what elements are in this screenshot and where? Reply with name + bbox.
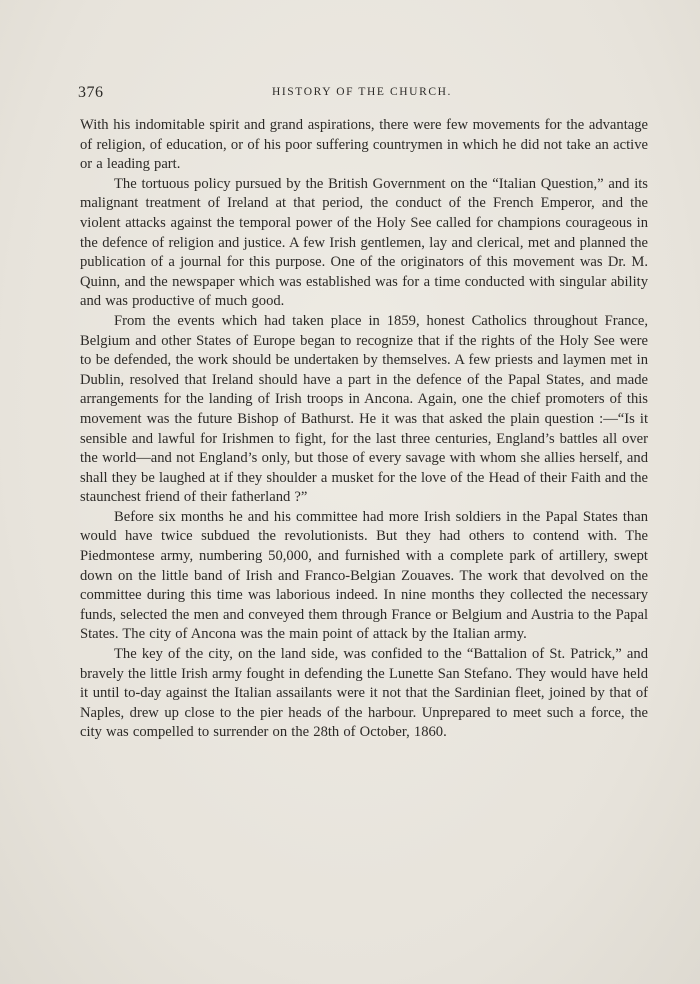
running-head: HISTORY OF THE CHURCH. (271, 86, 453, 98)
paragraph-5: The key of the city, on the land side, was confided to the “Battalion of St. Patrick,” and bravely the little Irish army fought in defending the Lunette San Stefano. They would have held it until to-day against the Italian assailants were it not that the Sardinian fleet, joined by that of Naples, drew up close to the pier heads of the harbour. Unprepared to meet such a force, the city was compelled to surrender on the 28th of October, 1860. (80, 646, 648, 741)
paragraph-3: From the events which had taken place in 1859, honest Catholics throughout France, Belgium and other States of Europe began to recognize that if the rights of the Holy See were to be defended, the work should be undertaken by themselves. A few priests and laymen met in Dublin, resolved that Ireland should have a part in the defence of the Papal States, and made arrangements for the landing of Irish troops in Ancona. Again, one the chief promoters of this movement was the future Bishop of Bathurst. He it was that asked the plain question :—“Is it sensible and lawful for Irishmen to fight, for the last three centuries, England’s battles all over the world—and not England’s only, but those of every savage with whom she allies herself, and shall they be laughed at if they shoulder a musket for the love of the Head of their Faith and the staunchest friend of their fatherland ?” (80, 312, 648, 506)
body-text (80, 116, 648, 743)
paragraph-1: With his indomitable spirit and grand aspirations, there were few movements for the advantage of religion, of education, or of his poor suffering countrymen in which he did not take an active or a leading part. (80, 117, 648, 173)
page-number: 376 (78, 84, 104, 101)
page-header (78, 84, 646, 106)
paragraph-2: The tortuous policy pursued by the British Government on the “Italian Question,” and its malignant treatment of Ireland at that period, the conduct of the French Emperor, and the violent attacks against the temporal power of the Holy See called for champions courageous in the defence of religion and justice. A few Irish gentlemen, lay and clerical, met and planned the publication of a journal for this purpose. One of the originators of this movement was Dr. M. Quinn, and the newspaper which was established was for a time conducted with singular ability and was productive of much good. (80, 175, 648, 310)
paragraph-4: Before six months he and his committee had more Irish soldiers in the Papal States than would have twice subdued the revolutionists. But they had others to contend with. The Piedmontese army, numbering 50,000, and furnished with a complete park of artillery, swept down on the little band of Irish and Franco-Belgian Zouaves. The work that devolved on the committee during this time was laborious indeed. In nine months they collected the necessary funds, selected the men and conveyed them through France or Belgium and Austria to the Papal States. The city of Ancona was the main point of attack by the Italian army. (80, 508, 648, 643)
